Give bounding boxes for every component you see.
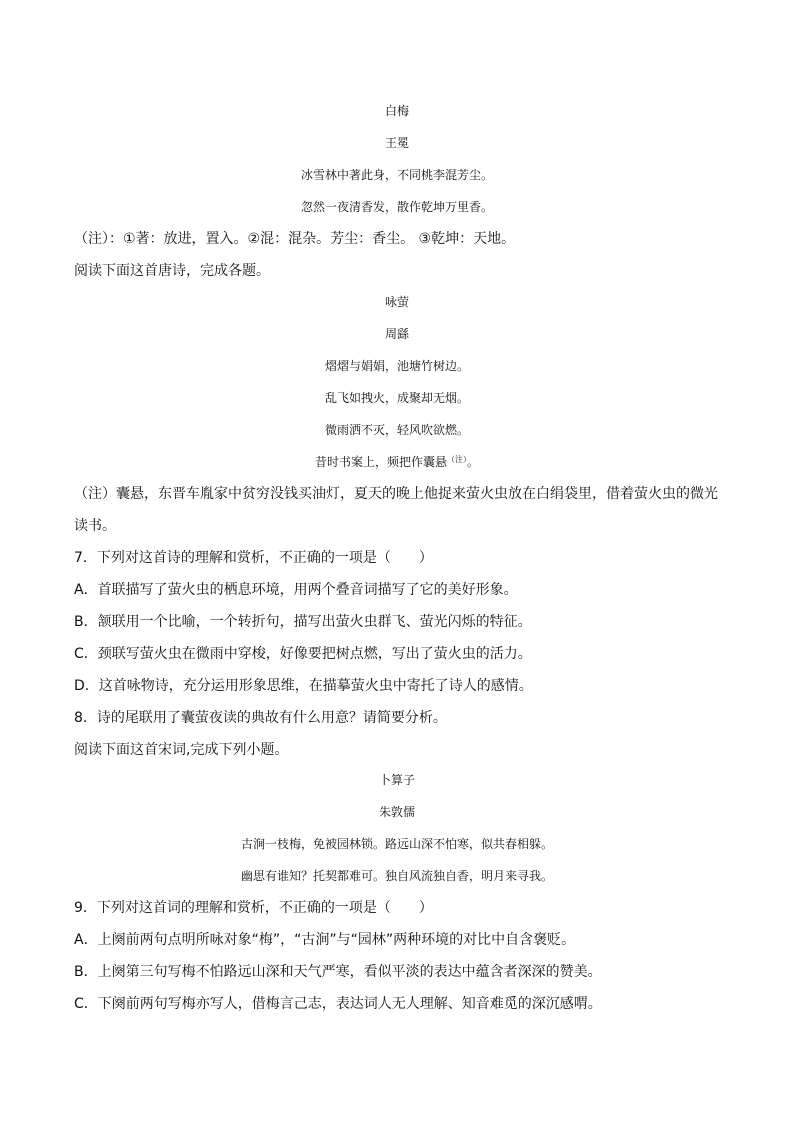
poem2-note-line-2: 读书。 bbox=[74, 518, 116, 534]
poem3-title: 卜算子 bbox=[378, 773, 415, 787]
question-9-option-b: B．上阕第三句写梅不怕路远山深和天气严寒，看似平淡的表达中蕴含者深深的赞美。 bbox=[74, 964, 602, 980]
question-7-stem: 7．下列对这首诗的理解和赏析，不正确的一项是（ ） bbox=[74, 550, 433, 566]
question-8: 8．诗的尾联用了囊萤夜读的典故有什么用意？请简要分析。 bbox=[74, 710, 447, 726]
poem3-line-1: 古涧一枝梅，免被园林锁。路远山深不怕寒，似共春相躲。 bbox=[240, 837, 553, 851]
question-9-option-c: C．下阕前两句写梅亦写人，借梅言己志，表达词人无人理解、知音难觅的深沉感喟。 bbox=[74, 996, 602, 1012]
poem2-author: 周繇 bbox=[384, 327, 409, 341]
poem1-title: 白梅 bbox=[384, 104, 409, 118]
poem2-note-line-1: （注）囊悬，东晋车胤家中贫穷没钱买油灯，夏天的晚上他捉来萤火虫放在白绢袋里，借着萤火虫的微光 bbox=[74, 486, 718, 502]
poem2-title: 咏萤 bbox=[384, 295, 409, 309]
poem2-line-4-text: 昔时书案上，频把作囊悬 bbox=[314, 455, 447, 469]
poem3-author: 朱敦儒 bbox=[378, 805, 415, 819]
poem1-line-2: 忽然一夜清香发，散作乾坤万里香。 bbox=[300, 200, 493, 214]
poem2-line-1: 熠熠与娟娟，池塘竹树边。 bbox=[324, 359, 469, 373]
section-intro-1: 阅读下面这首唐诗，完成各题。 bbox=[74, 263, 270, 279]
poem1-note: （注）：①著：放进，置入。②混：混杂。芳尘：香尘。 ③乾坤：天地。 bbox=[74, 231, 516, 247]
poem2-line-2: 乱飞如拽火，成聚却无烟。 bbox=[324, 391, 469, 405]
poem2-line-4-note-mark: （注） bbox=[447, 455, 467, 464]
poem1-line-1: 冰雪林中著此身，不同桃李混芳尘。 bbox=[300, 168, 493, 182]
poem2-line-3: 微雨洒不灭，轻风吹欲燃。 bbox=[324, 423, 469, 437]
question-7-option-a: A．首联描写了萤火虫的栖息环境，用两个叠音词描写了它的美好形象。 bbox=[74, 582, 518, 598]
section-intro-2: 阅读下面这首宋词,完成下列小题。 bbox=[74, 742, 289, 758]
poem3-line-2: 幽思有谁知？托契都难可。独自风流独自香，明月来寻我。 bbox=[240, 869, 553, 883]
question-7-option-b: B．颔联用一个比喻，一个转折句，描写出萤火虫群飞、萤光闪烁的特征。 bbox=[74, 614, 532, 630]
poem1-author: 王冕 bbox=[384, 136, 409, 150]
poem2-line-4-end: 。 bbox=[467, 455, 480, 469]
question-9-stem: 9．下列对这首词的理解和赏析，不正确的一项是（ ） bbox=[74, 900, 433, 916]
question-9-option-a: A．上阕前两句点明所咏对象“梅”，“古涧”与“园林”两种环境的对比中自含褒贬。 bbox=[74, 932, 576, 948]
poem2-line-4 bbox=[0, 454, 794, 470]
question-7-option-c: C．颈联写萤火虫在微雨中穿梭，好像要把树点燃，写出了萤火虫的活力。 bbox=[74, 646, 532, 662]
question-7-option-d: D．这首咏物诗，充分运用形象思维，在描摹萤火虫中寄托了诗人的感情。 bbox=[74, 678, 533, 694]
